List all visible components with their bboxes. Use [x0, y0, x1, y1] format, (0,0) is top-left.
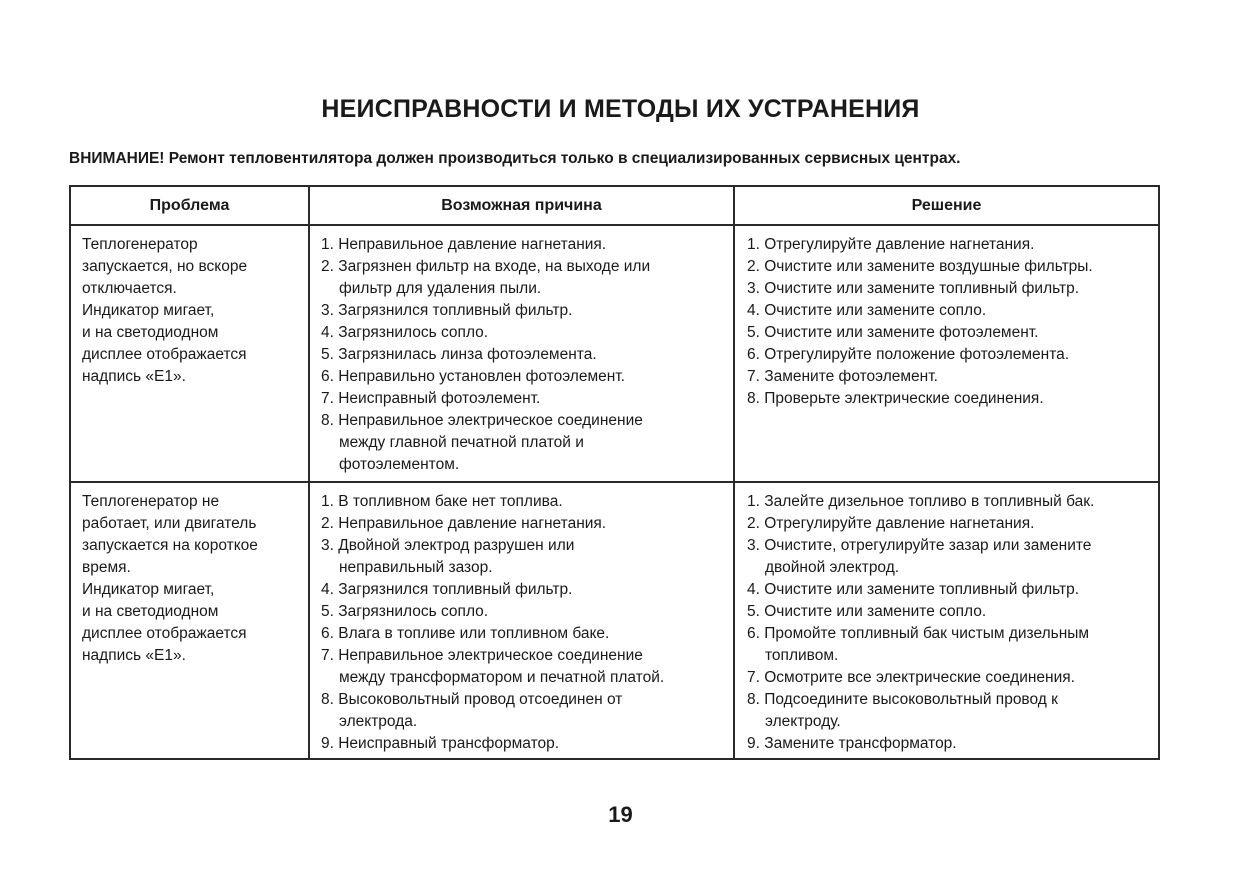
problem-line: Индикатор мигает, — [82, 302, 215, 319]
cause-item: 4. Загрязнился топливный фильтр. — [321, 581, 573, 598]
cause-item-continuation: неправильный зазор. — [339, 559, 493, 576]
solution-item: 5. Очистите или замените сопло. — [747, 603, 987, 620]
problem-line: запускается, но вскоре — [82, 258, 248, 275]
problem-line: Теплогенератор — [82, 236, 198, 253]
row1-cause-cell — [321, 234, 729, 476]
cause-item: 1. В топливном баке нет топлива. — [321, 493, 563, 510]
cause-item: 7. Неисправный фотоэлемент. — [321, 390, 541, 407]
solution-item: 8. Проверьте электрические соединения. — [747, 390, 1044, 407]
solution-item-continuation: двойной электрод. — [765, 559, 900, 576]
solution-item: 1. Залейте дизельное топливо в топливный бак. — [747, 493, 1095, 510]
solution-item: 4. Очистите или замените топливный фильтр. — [747, 581, 1080, 598]
cause-item: 6. Неправильно установлен фотоэлемент. — [321, 368, 625, 385]
column-divider — [733, 187, 735, 758]
cause-item: 7. Неправильное электрическое соединение — [321, 647, 643, 664]
cause-item: 2. Неправильное давление нагнетания. — [321, 515, 607, 532]
row1-solution-cell — [747, 234, 1155, 410]
page-number: 19 — [608, 802, 633, 827]
solution-item: 8. Подсоедините высоковольтный провод к — [747, 691, 1058, 708]
solution-item: 7. Замените фотоэлемент. — [747, 368, 938, 385]
row2-cause-cell — [321, 491, 729, 755]
cause-item: 3. Двойной электрод разрушен или — [321, 537, 575, 554]
problem-line: дисплее отображается — [82, 625, 247, 642]
row1-problem-cell — [82, 234, 304, 388]
solution-item: 2. Отрегулируйте давление нагнетания. — [747, 515, 1035, 532]
row2-problem-cell — [82, 491, 304, 667]
cause-item: 5. Загрязнилась линза фотоэлемента. — [321, 346, 597, 363]
cause-item: 1. Неправильное давление нагнетания. — [321, 236, 607, 253]
solution-item: 3. Очистите, отрегулируйте зазар или замените — [747, 537, 1092, 554]
row2-solution-cell — [747, 491, 1155, 755]
solution-item-continuation: электроду. — [765, 713, 841, 730]
cause-item-continuation: фотоэлементом. — [339, 456, 460, 473]
solution-item: 7. Осмотрите все электрические соединения. — [747, 669, 1075, 686]
warning-note: ВНИМАНИЕ! Ремонт тепловентилятора должен производиться только в специализированных сервисных центрах. — [69, 150, 961, 167]
problem-line: работает, или двигатель — [82, 515, 257, 532]
cause-item: 5. Загрязнилось сопло. — [321, 603, 489, 620]
cause-item: 9. Неисправный трансформатор. — [321, 735, 560, 752]
page-title: НЕИСПРАВНОСТИ И МЕТОДЫ ИХ УСТРАНЕНИЯ — [321, 95, 920, 123]
solution-item-continuation: топливом. — [765, 647, 839, 664]
problem-line: Индикатор мигает, — [82, 581, 215, 598]
solution-item: 3. Очистите или замените топливный фильтр. — [747, 280, 1080, 297]
cause-item-continuation: между трансформатором и печатной платой. — [339, 669, 665, 686]
problem-line: надпись «E1». — [82, 647, 186, 664]
troubleshooting-table — [69, 185, 1160, 760]
solution-item: 1. Отрегулируйте давление нагнетания. — [747, 236, 1035, 253]
header-cause: Возможная причина — [441, 197, 602, 214]
header-problem: Проблема — [149, 197, 230, 214]
cause-item-continuation: фильтр для удаления пыли. — [339, 280, 542, 297]
cause-item: 3. Загрязнился топливный фильтр. — [321, 302, 573, 319]
cause-item: 2. Загрязнен фильтр на входе, на выходе или — [321, 258, 651, 275]
cause-item: 4. Загрязнилось сопло. — [321, 324, 489, 341]
column-divider — [308, 187, 310, 758]
solution-item: 9. Замените трансформатор. — [747, 735, 957, 752]
problem-line: надпись «E1». — [82, 368, 186, 385]
problem-line: и на светодиодном — [82, 324, 219, 341]
problem-line: запускается на короткое — [82, 537, 258, 554]
solution-item: 6. Промойте топливный бак чистым дизельным — [747, 625, 1090, 642]
cause-item: 6. Влага в топливе или топливном баке. — [321, 625, 610, 642]
solution-item: 4. Очистите или замените сопло. — [747, 302, 987, 319]
header-solution: Решение — [911, 197, 982, 214]
solution-item: 6. Отрегулируйте положение фотоэлемента. — [747, 346, 1070, 363]
problem-line: время. — [82, 559, 131, 576]
row-divider — [71, 481, 1158, 483]
problem-line: дисплее отображается — [82, 346, 247, 363]
solution-item: 2. Очистите или замените воздушные фильтры. — [747, 258, 1093, 275]
solution-item: 5. Очистите или замените фотоэлемент. — [747, 324, 1039, 341]
problem-line: Теплогенератор не — [82, 493, 220, 510]
cause-item-continuation: электрода. — [339, 713, 418, 730]
problem-line: отключается. — [82, 280, 177, 297]
cause-item-continuation: между главной печатной платой и — [339, 434, 584, 451]
problem-line: и на светодиодном — [82, 603, 219, 620]
cause-item: 8. Высоковольтный провод отсоединен от — [321, 691, 623, 708]
cause-item: 8. Неправильное электрическое соединение — [321, 412, 643, 429]
